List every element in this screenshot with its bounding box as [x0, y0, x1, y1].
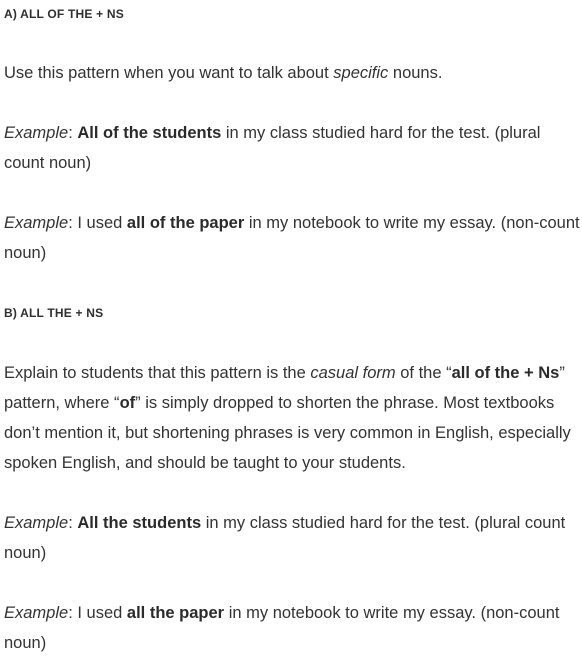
- example-label: Example: [4, 514, 69, 532]
- example-text: in my notebook to write my essay. (non-count noun): [4, 214, 580, 262]
- section-b-example-2: [4, 598, 580, 658]
- example-text-start: : I used: [68, 604, 127, 622]
- example-text: in my notebook to write my essay. (non-count noun): [4, 604, 560, 652]
- example-bold-phrase: all of the paper: [126, 214, 245, 232]
- example-colon: :: [68, 514, 78, 532]
- example-text: in my class studied hard for the test. (plural count noun): [4, 124, 541, 172]
- example-colon: :: [68, 124, 78, 142]
- explain-bold-of: of: [119, 394, 136, 412]
- explain-text: ” pattern, where “: [4, 364, 565, 412]
- explain-text: ” is simply dropped to shorten the phrase. Most textbooks don’t mention it, but shortening phrases is very common in English, especially spoken English, and should be taught to your students.: [4, 394, 571, 472]
- explain-text: of the “: [395, 364, 452, 382]
- example-bold-phrase: All of the students: [77, 124, 222, 142]
- explain-text: Explain to students that this pattern is the: [4, 364, 311, 382]
- example-bold-phrase: all the paper: [126, 604, 225, 622]
- intro-text: Use this pattern when you want to talk about: [4, 64, 334, 82]
- example-label: Example: [4, 124, 69, 142]
- example-text: in my class studied hard for the test. (plural count noun): [4, 514, 566, 562]
- explain-bold-pattern: all of the + Ns: [451, 364, 560, 382]
- intro-emphasis: specific: [333, 64, 389, 82]
- section-b-heading: B) ALL THE + NS: [4, 306, 104, 320]
- example-text-start: : I used: [68, 214, 127, 232]
- example-label: Example: [4, 604, 69, 622]
- intro-text-end: nouns.: [388, 64, 443, 82]
- section-a-example-2: [4, 208, 580, 268]
- section-a-intro: [4, 58, 580, 88]
- explain-emphasis: casual form: [310, 364, 396, 382]
- section-a-heading: A) ALL OF THE + NS: [4, 7, 124, 21]
- example-bold-phrase: All the students: [77, 514, 202, 532]
- section-b-example-1: [4, 508, 580, 568]
- section-a-example-1: [4, 118, 580, 178]
- section-b-explanation: [4, 358, 580, 478]
- example-label: Example: [4, 214, 69, 232]
